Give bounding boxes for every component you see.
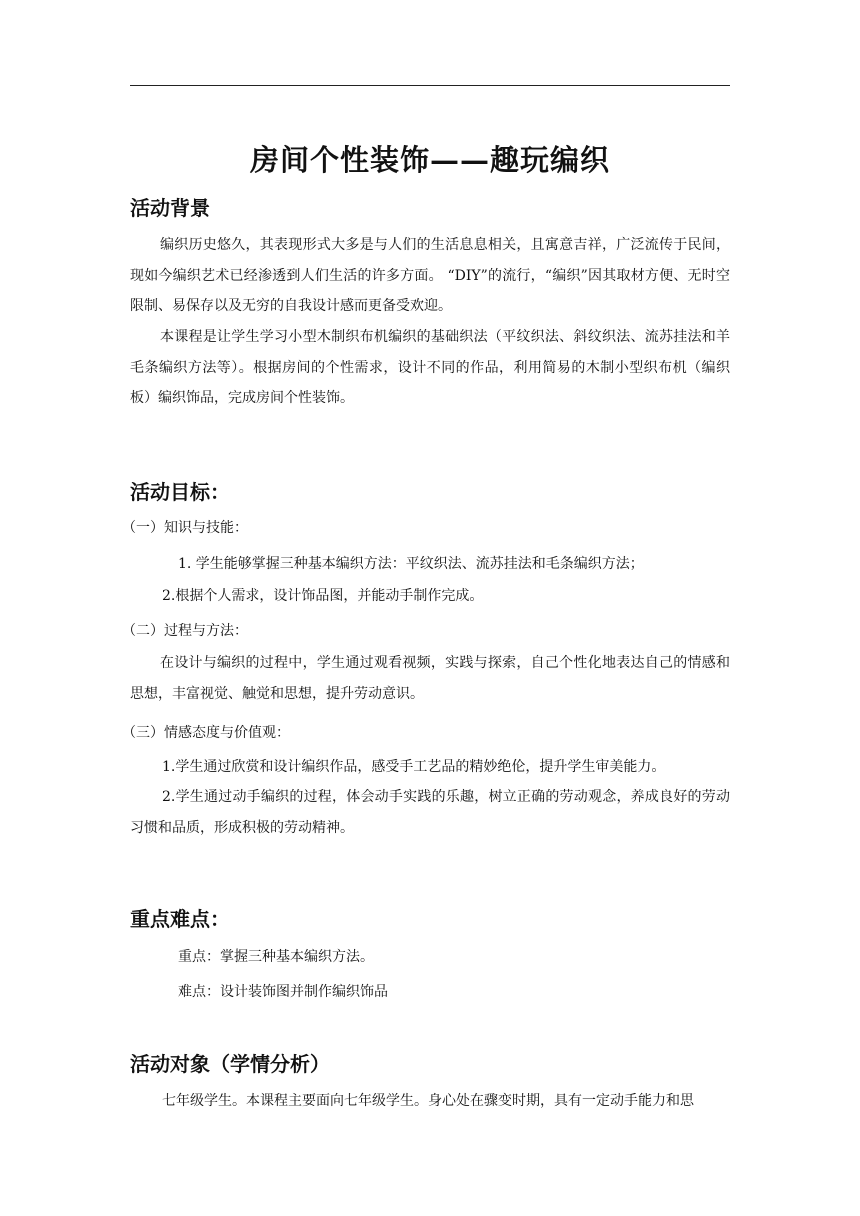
heading-key-points: 重点难点： — [130, 907, 230, 931]
heading-background: 活动背景 — [130, 196, 210, 220]
goals-sub1: （一）知识与技能： — [122, 520, 248, 536]
key-point: 重点：掌握三种基本编织方法。 — [178, 949, 374, 965]
audience-text: 七年级学生。本课程主要面向七年级学生。身心处在骤变时期，具有一定动手能力和思 — [162, 1093, 694, 1109]
goals-sub1-item-1: 1. 学生能够掌握三种基本编织方法：平纹织法、流苏挂法和毛条编织方法； — [178, 556, 644, 572]
goals-sub3: （三）情感态度与价值观： — [122, 725, 290, 741]
background-paragraph-2: 本课程是让学生学习小型木制织布机编织的基础织法（平纹织法、斜纹织法、流苏挂法和羊毛条编织方法等）。根据房间的个性需求，设计不同的作品，利用简易的木制小型织布机（编织板）编织饰品，完成房间个性装饰。 — [130, 329, 730, 406]
goals-sub3-item-1: 1.学生通过欣赏和设计编织作品，感受手工艺品的精妙绝伦，提升学生审美能力。 — [162, 759, 666, 775]
header-rule — [130, 85, 730, 86]
goals-sub2: （二）过程与方法： — [122, 623, 248, 639]
heading-goals: 活动目标： — [130, 480, 230, 504]
goals-sub2-text: 在设计与编织的过程中，学生通过观看视频，实践与探索，自己个性化地表达自己的情感和思想，丰富视觉、触觉和思想，提升劳动意识。 — [130, 655, 730, 702]
background-paragraph-1: 编织历史悠久，其表现形式大多是与人们的生活息息相关，且寓意吉祥，广泛流传于民间，现如今编织艺术已经渗透到人们生活的许多方面。 “DIY”的流行，“编织”因其取材方便、无时空限制、易保存以及无穷的自我设计感而更备受欢迎。 — [130, 237, 730, 314]
heading-audience: 活动对象（学情分析） — [130, 1052, 330, 1076]
goals-sub1-item-2: 2.根据个人需求，设计饰品图，并能动手制作完成。 — [162, 588, 484, 604]
difficulty-point: 难点：设计装饰图并制作编织饰品 — [178, 984, 388, 1000]
goals-sub3-item-2: 2.学生通过动手编织的过程，体会动手实践的乐趣，树立正确的劳动观念，养成良好的劳动习惯和品质，形成积极的劳动精神。 — [130, 789, 730, 836]
document-title: 房间个性装饰——趣玩编织 — [249, 143, 610, 177]
